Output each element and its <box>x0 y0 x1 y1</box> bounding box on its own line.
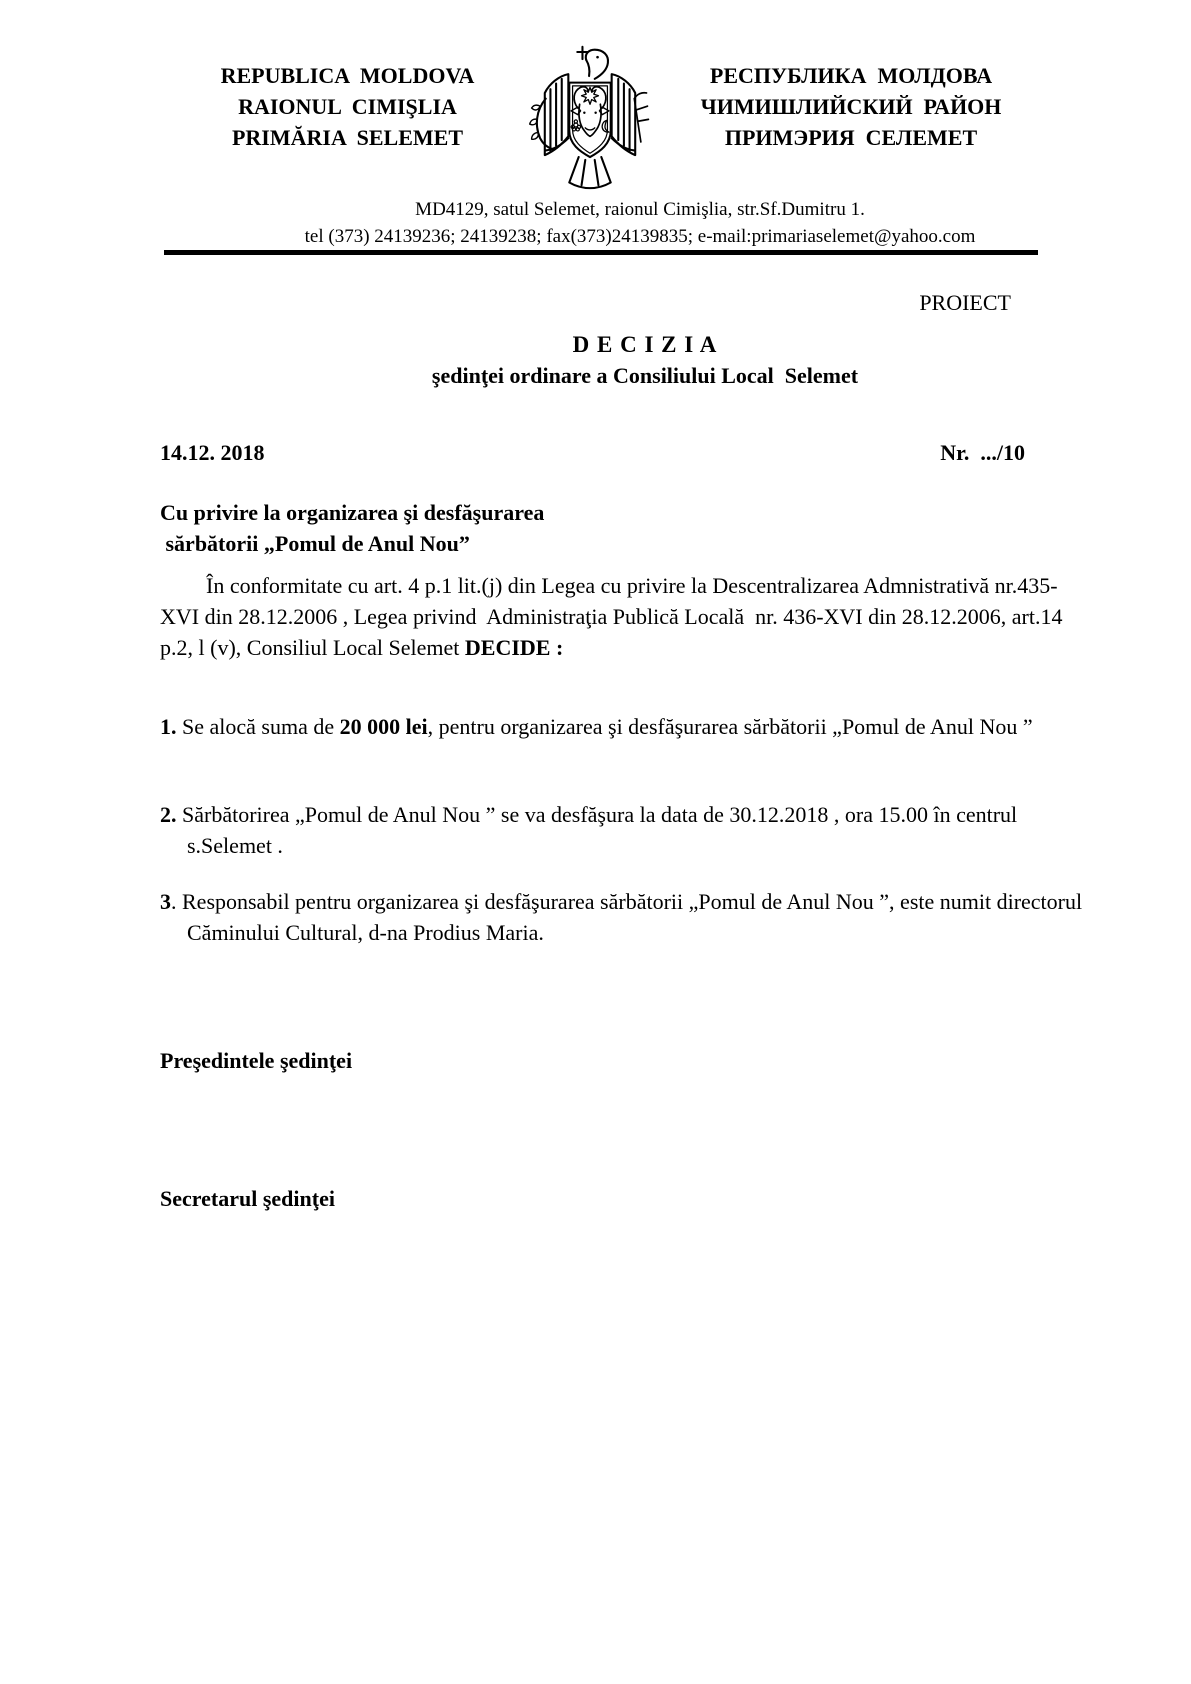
moldova-coat-of-arms-icon <box>528 44 652 190</box>
letterhead-divider <box>164 250 1038 255</box>
document-number: Nr. .../10 <box>940 440 1025 465</box>
letterhead-office-ro: PRIMĂRIA SELEMET <box>231 125 464 150</box>
letterhead-district-ro: RAIONUL CIMIŞLIA <box>238 94 457 119</box>
subject-line-2: sărbătorii „Pomul de Anul Nou” <box>160 531 470 556</box>
item-3-number: 3 <box>160 889 171 914</box>
signature-president: Preşedintele şedinţei <box>160 1048 353 1073</box>
date-number-row <box>160 440 1025 466</box>
address-line: MD4129, satul Selemet, raionul Cimişlia, str.Sf.Dumitru 1. <box>415 199 865 220</box>
item-3-text: . Responsabil pentru organizarea şi desfăşurarea sărbătorii „Pomul de Anul Nou ”, este numit directorul Căminului Cultural, d-na Prodius Maria. <box>171 889 1088 945</box>
item-1-number: 1. <box>160 714 177 739</box>
letterhead-office-ru: ПРИМЭРИЯ СЕЛЕМЕТ <box>724 125 978 150</box>
item-1-amount: 20 000 lei <box>339 714 428 739</box>
document-title: D E C I Z I A <box>572 332 718 357</box>
draft-label: PROIECT <box>919 290 1011 315</box>
decide-label: DECIDE : <box>464 635 564 660</box>
title-block <box>160 330 1130 392</box>
contact-line: tel (373) 24139236; 24139238; fax(373)24139835; e-mail:primariaselemet@yahoo.com <box>304 226 976 247</box>
decision-item-3 <box>160 886 1095 948</box>
letterhead-romanian <box>185 60 510 153</box>
document-subtitle: şedinţei ordinare a Consiliului Local Selemet <box>431 363 859 388</box>
letterhead-contacts <box>160 196 1120 250</box>
decision-item-1 <box>160 711 1095 742</box>
letterhead-russian <box>695 60 1007 153</box>
letterhead-country-ru: РЕСПУБЛИКА МОЛДОВА <box>709 63 993 88</box>
document-subject <box>160 497 920 559</box>
signature-secretary: Secretarul şedinţei <box>160 1186 335 1211</box>
subject-line-1: Cu privire la organizarea şi desfăşurarea <box>160 500 545 525</box>
letterhead-district-ru: ЧИМИШЛИЙСКИЙ РАЙОН <box>700 94 1002 119</box>
item-1-text: Se alocă suma de <box>176 714 340 739</box>
decision-item-2 <box>160 799 1095 861</box>
item-2-text: Sărbătorirea „Pomul de Anul Nou ” se va desfăşura la data de 30.12.2018 , ora 15.00 în centrul s.Selemet . <box>176 802 1023 858</box>
letterhead-country-ro: REPUBLICA MOLDOVA <box>220 63 475 88</box>
preamble <box>160 570 1090 663</box>
item-1-text-cont: , pentru organizarea şi desfăşurarea sărbătorii „Pomul de Anul Nou ” <box>427 714 1033 739</box>
document-date: 14.12. 2018 <box>160 440 265 465</box>
item-2-number: 2. <box>160 802 177 827</box>
preamble-text: În conformitate cu art. 4 p.1 lit.(j) din Legea cu privire la Descentralizarea Admnistrativă nr.435-XVI din 28.12.2006 , Legea privind Administraţia Publică Locală nr. 436-XVI din 28.12.2006, art.14 p.2, l (v), Consiliul Local Selemet <box>160 573 1068 660</box>
